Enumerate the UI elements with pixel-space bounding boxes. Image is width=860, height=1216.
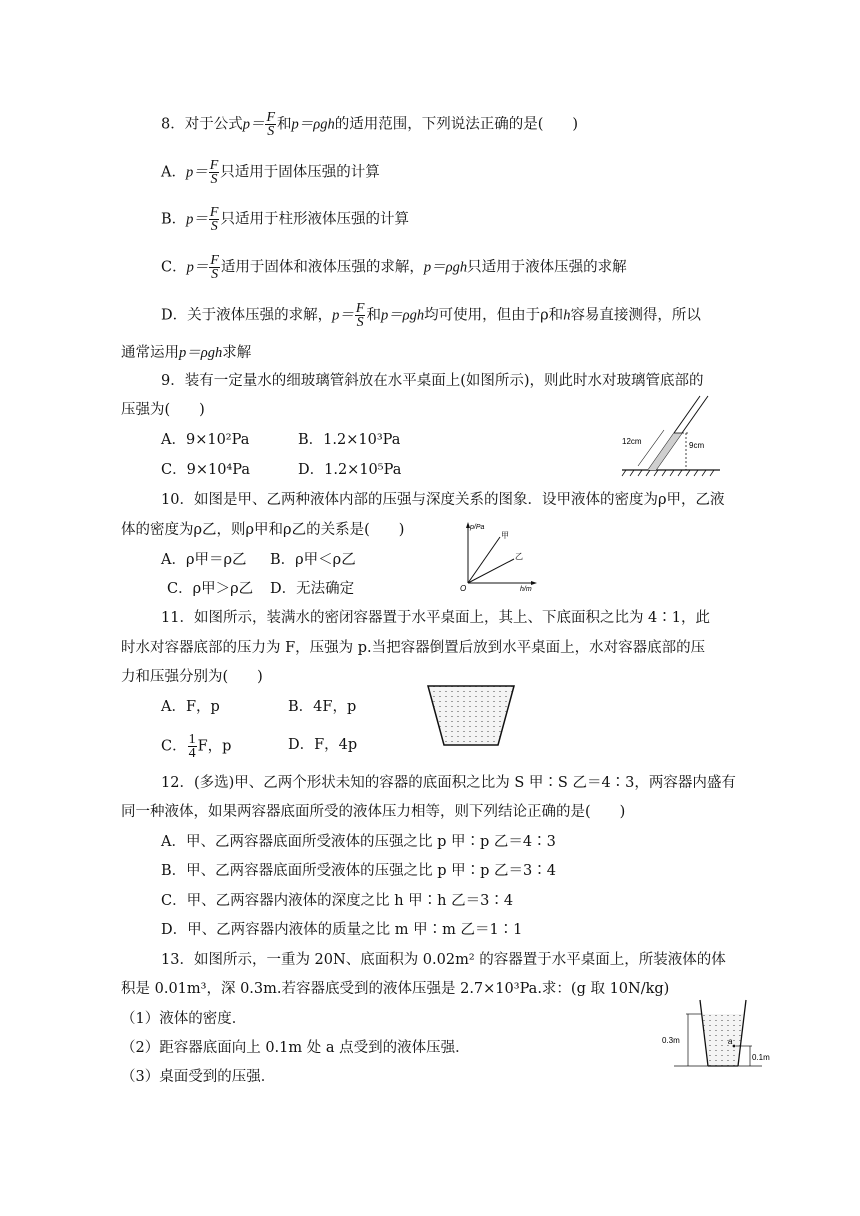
q8-p-eq: p＝ — [186, 259, 209, 276]
option-text: 只适用于固体压强的计算 — [220, 164, 380, 181]
q8-option-a — [161, 159, 380, 186]
option-text: 均可使用，但由于ρ和 — [424, 307, 564, 324]
q11-option-b: B．4F，p — [288, 699, 357, 715]
q10-option-a: A．ρ甲＝ρ乙 — [161, 552, 247, 568]
q11-fraction — [188, 733, 197, 760]
q11-option-a: A．F，p — [161, 699, 220, 715]
q13-stem: 13．如图所示，一重为 20N、底面积为 0.02m² 的容器置于水平桌面上，所装液体的体 — [161, 952, 726, 968]
q8-p-eq: p＝ — [185, 164, 208, 181]
q8-fraction — [209, 254, 220, 281]
q10-option-d: D．无法确定 — [270, 581, 355, 597]
q11-option-d: D．F，4p — [288, 737, 358, 753]
q11-container-figure — [426, 684, 518, 748]
q10-pressure-depth-graph — [458, 521, 538, 591]
option-text: 适用于固体和液体压强的求解， — [220, 259, 424, 276]
q13-subquestion-3: （3）桌面受到的压强． — [121, 1069, 276, 1085]
q13-subquestion-1: （1）液体的密度． — [121, 1011, 247, 1027]
option-text: 只适用于液体压强的求解 — [467, 259, 627, 276]
q8-rho-gh: p＝ρgh — [179, 345, 223, 361]
option-text: F，p — [197, 738, 232, 755]
option-text: 通常运用 — [121, 345, 179, 361]
fraction-numerator: F — [355, 301, 365, 316]
q10-line-yi-label: 乙 — [515, 552, 523, 561]
fraction-denominator: S — [211, 267, 219, 282]
option-text: 求解 — [222, 345, 252, 361]
q10-option-c: C．ρ甲＞ρ乙 — [167, 581, 254, 597]
q9-fig-height-label: 9cm — [689, 441, 705, 450]
option-text: 只适用于柱形液体压强的计算 — [220, 211, 409, 228]
q12-stem: 12．(多选)甲、乙两个形状未知的容器的底面积之比为 S 甲∶S 乙＝4∶3，两容器内盛有 — [161, 775, 736, 791]
q8-h-symbol: h — [563, 307, 571, 324]
q9-option-c: C．9×10⁴Pa — [161, 462, 250, 478]
fraction-numerator: F — [209, 205, 219, 220]
fraction-denominator: S — [210, 172, 218, 187]
option-text: 和 — [366, 307, 381, 324]
option-label: A． — [161, 164, 186, 181]
q12-option-b: B．甲、乙两容器底面所受液体的压强之比 p 甲∶p 乙＝3∶4 — [161, 863, 556, 879]
q13-subquestion-2: （2）距容器底面向上 0.1m 处 a 点受到的液体压强． — [121, 1040, 470, 1056]
fraction-denominator: 4 — [188, 746, 196, 761]
q8-option-b — [161, 206, 409, 233]
q13-stem-cont: 积是 0.01m³，深 0.3m.若容器底受到的液体压强是 2.7×10³Pa.求：(g 取 10N/kg) — [121, 981, 670, 997]
q9-fig-length-label: 12cm — [622, 437, 642, 446]
q8-fraction — [265, 111, 276, 138]
fraction-denominator: S — [267, 124, 275, 139]
q8-option-d — [161, 302, 701, 329]
q9-option-d: D．1.2×10⁵Pa — [298, 462, 402, 478]
q8-rho-gh: p＝ρgh — [291, 116, 335, 133]
q10-x-axis-label: h/m — [520, 586, 532, 593]
q8-fraction — [209, 159, 220, 186]
q9-option-a: A．9×10²Pa — [161, 432, 250, 448]
q8-rho-gh: p＝ρgh — [380, 307, 425, 324]
q11-option-c — [161, 733, 231, 760]
option-text: 容易直接测得，所以 — [570, 307, 701, 324]
q8-stem-text: 8．对于公式 — [161, 116, 243, 133]
q10-line-jia-label: 甲 — [501, 531, 509, 540]
q9-tube-figure — [622, 392, 722, 477]
q9-stem-cont: 压强为( ) — [121, 402, 205, 418]
q11-stem-cont2: 力和压强分别为( ) — [121, 669, 263, 685]
q8-fraction — [355, 302, 366, 329]
option-label: C． — [161, 259, 187, 276]
q8-option-d-cont — [121, 343, 251, 363]
q8-option-c — [161, 254, 627, 281]
q8-p-eq: p＝ — [332, 307, 354, 324]
option-label: B． — [161, 211, 187, 228]
q10-origin-label: O — [460, 584, 467, 593]
q8-stem-text: 和 — [277, 116, 292, 133]
fraction-numerator: F — [210, 253, 219, 268]
fraction-denominator: S — [210, 219, 218, 234]
q10-stem: 10．如图是甲、乙两种液体内部的压强与深度关系的图象．设甲液体的密度为ρ甲，乙液 — [161, 492, 725, 508]
fraction-numerator: 1 — [188, 732, 196, 747]
q8-rho-gh: p＝ρgh — [423, 259, 468, 276]
q8-p-eq: p＝ — [186, 211, 208, 228]
q8-stem-text: 的适用范围，下列说法正确的是( ) — [334, 116, 579, 133]
q10-y-axis-label: p/Pa — [470, 524, 485, 531]
q13-container-figure — [660, 998, 770, 1070]
q13-fig-point-a-label: a — [728, 1037, 733, 1046]
q13-fig-depth-label: 0.3m — [662, 1036, 680, 1045]
q11-stem-cont: 时水对容器底部的压力为 F，压强为 p.当把容器倒置后放到水平桌面上，水对容器底部的压 — [121, 640, 706, 656]
q13-fig-height-label: 0.1m — [752, 1053, 770, 1062]
q12-option-a: A．甲、乙两容器底面所受液体的压强之比 p 甲∶p 乙＝4∶3 — [161, 834, 556, 850]
option-label: D．关于液体压强的求解， — [161, 307, 333, 324]
q9-option-b: B．1.2×10³Pa — [298, 432, 401, 448]
q9-stem: 9．装有一定量水的细玻璃管斜放在水平桌面上(如图所示)，则此时水对玻璃管底部的 — [161, 373, 704, 389]
q10-option-b: B．ρ甲＜ρ乙 — [270, 552, 356, 568]
q8-fraction — [209, 206, 220, 233]
fraction-numerator: F — [266, 110, 276, 125]
q8-p-eq: p＝ — [242, 116, 265, 133]
q10-stem-cont: 体的密度为ρ乙，则ρ甲和ρ乙的关系是( ) — [121, 522, 405, 538]
q12-option-c: C．甲、乙两容器内液体的深度之比 h 甲∶h 乙＝3∶4 — [161, 893, 514, 909]
q11-stem: 11．如图所示，装满水的密闭容器置于水平桌面上，其上、下底面积之比为 4∶1，此 — [161, 610, 711, 626]
q8-stem — [161, 111, 578, 138]
fraction-numerator: F — [209, 158, 219, 173]
fraction-denominator: S — [356, 315, 364, 330]
q12-stem-cont: 同一种液体，如果两容器底面所受的液体压力相等，则下列结论正确的是( ) — [121, 804, 626, 820]
option-label: C． — [161, 738, 187, 755]
q12-option-d: D．甲、乙两容器内液体的质量之比 m 甲∶m 乙＝1∶1 — [161, 922, 523, 938]
